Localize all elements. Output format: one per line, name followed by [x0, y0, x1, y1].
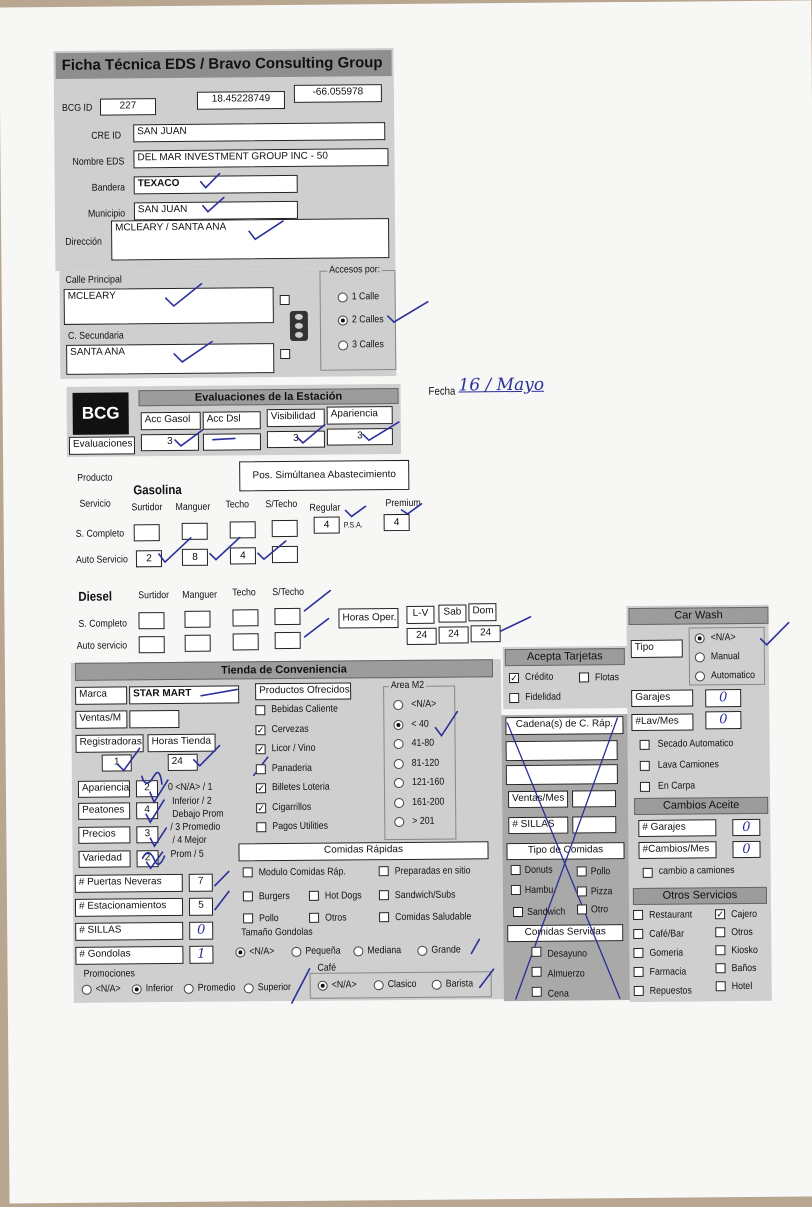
gas-col-techo: Techo	[225, 499, 250, 511]
gas-col-manguer: Manguer	[175, 501, 211, 513]
cafe-option-label: Clasico	[387, 978, 417, 991]
sillas-label: # SILLAS	[75, 922, 183, 941]
producto-label: Licor / Vino	[271, 742, 316, 755]
gondola-size-radio[interactable]	[235, 947, 245, 957]
legend-line-3: Debajo Prom	[172, 808, 224, 821]
scribble-mark	[142, 773, 162, 785]
tipo-comidas-title: Tipo de Comidas	[506, 842, 624, 860]
cw-garajes-value[interactable]: 0	[705, 689, 741, 707]
comida-rapida-label: Preparadas en sitio	[394, 865, 471, 878]
comida-servida-checkbox[interactable]	[532, 987, 542, 997]
check-mark	[174, 342, 212, 362]
estacionamientos-value[interactable]: 5	[189, 898, 213, 916]
diesel-title: Diesel	[78, 588, 113, 604]
otros-servicio-checkbox[interactable]	[634, 967, 644, 977]
otros-servicio-checkbox[interactable]	[716, 963, 726, 973]
producto-label: Panaderia	[271, 762, 312, 774]
cre-id-label: CRE ID	[91, 130, 122, 142]
servicio-label: Servicio	[79, 498, 111, 510]
comida-rapida-label: Sandwich/Subs	[394, 889, 456, 902]
area-title: Area M2	[390, 679, 425, 692]
premium-label: Premium	[385, 497, 421, 510]
area-label: < 40	[411, 718, 429, 730]
gas-as-techo[interactable]: 4	[230, 547, 256, 564]
eval-visibilidad[interactable]: 3	[267, 431, 325, 449]
calle-secundaria-label: C. Secundaria	[67, 330, 124, 342]
fidelidad-label: Fidelidad	[525, 691, 561, 703]
bandera-label: Bandera	[91, 182, 126, 194]
area-label: 121-160	[411, 776, 445, 788]
area-radio[interactable]	[393, 700, 403, 710]
productos-title: Productos Ofrecidos	[255, 682, 351, 700]
check-mark	[304, 591, 330, 611]
area-label: > 201	[412, 815, 435, 827]
dsl-col-techo: Techo	[232, 587, 256, 599]
promo-superior-label: Superior	[257, 981, 292, 994]
tipo-comida-checkbox[interactable]	[511, 865, 521, 875]
fecha-label: Fecha	[428, 385, 456, 398]
otros-servicio-label: Gomeria	[649, 947, 684, 959]
tipo-comida-checkbox[interactable]	[513, 907, 523, 917]
tamano-gondolas-label: Tamaño Gondolas	[241, 926, 313, 939]
bcg-id-field[interactable]: 227	[100, 98, 156, 115]
producto-label: Producto	[77, 472, 113, 484]
area-label: 41-80	[411, 737, 435, 749]
comida-rapida-checkbox[interactable]	[379, 890, 389, 900]
ventas-label: Ventas/M	[75, 710, 127, 728]
check-mark	[435, 712, 457, 736]
check-mark	[363, 422, 399, 440]
gondola-size-label: <N/A>	[249, 946, 275, 958]
comida-rapida-checkbox[interactable]	[243, 913, 253, 923]
producto-label: Cervezas	[271, 723, 309, 735]
comida-rapida-label: Modulo Comidas Ráp.	[258, 866, 346, 879]
area-label: <N/A>	[411, 698, 437, 710]
promo-inferior-label: Inferior	[145, 983, 174, 995]
check-mark	[258, 541, 286, 559]
comida-rapida-label: Hot Dogs	[324, 890, 362, 902]
otros-servicio-label: Repuestos	[649, 985, 692, 997]
otros-servicio-checkbox[interactable]	[633, 948, 643, 958]
acceso-1-calle-label: 1 Calle	[351, 291, 380, 303]
legend-line-5: / 4 Mejor	[172, 834, 207, 847]
producto-label: Pagos Utilities	[272, 820, 329, 833]
municipio-field[interactable]: SAN JUAN	[134, 201, 298, 220]
cw-lav-value[interactable]: 0	[705, 711, 741, 729]
cw-garajes-label: Garajes	[631, 689, 693, 707]
pos-simultanea-label: Pos. Simúltanea Abastecimiento	[239, 460, 409, 491]
gondola-size-label: Grande	[431, 944, 461, 956]
registradoras-label: Registradoras	[75, 734, 143, 753]
municipio-label: Municipio	[87, 208, 126, 220]
eval-apariencia[interactable]: 3	[327, 428, 393, 446]
producto-label: Billetes Loteria	[271, 781, 330, 794]
premium-value[interactable]: 4	[384, 514, 410, 531]
legend-line-4: / 3 Promedio	[170, 821, 221, 834]
cre-id-field[interactable]: SAN JUAN	[133, 122, 385, 142]
carwash-option-checkbox[interactable]	[640, 740, 650, 750]
gas-row-auto-servicio: Auto Servicio	[75, 554, 128, 566]
day-dom: Dom	[468, 603, 496, 621]
regular-label: Regular	[309, 502, 341, 514]
aceite-garajes-value[interactable]: 0	[732, 819, 760, 836]
area-label: 161-200	[412, 796, 445, 808]
area-radio[interactable]	[394, 739, 404, 749]
aceite-garajes-label: # Garajes	[638, 819, 716, 837]
direccion-field[interactable]: MCLEARY / SANTA ANA	[111, 218, 389, 260]
gasolina-title: Gasolina	[133, 481, 182, 498]
producto-checkbox[interactable]	[255, 705, 265, 715]
check-mark	[388, 302, 428, 322]
acceso-2-calles-label: 2 Calles	[351, 314, 384, 326]
carwash-tipo-label: Tipo	[631, 640, 683, 658]
promo-promedio-label: Promedio	[197, 982, 236, 994]
producto-label: Bebidas Caliente	[271, 703, 338, 716]
comida-servida-checkbox[interactable]	[531, 947, 541, 957]
regular-value[interactable]: 4	[314, 517, 340, 534]
marca-field[interactable]: STAR MART	[129, 685, 239, 704]
cadena-ventas-label: Ventas/Mes	[508, 791, 568, 809]
comida-rapida-checkbox[interactable]	[243, 891, 253, 901]
bcg-logo: BCG	[73, 392, 129, 434]
comida-rapida-label: Pollo	[259, 913, 279, 925]
tipo-comida-label: Pollo	[590, 866, 611, 878]
day-lv: L-V	[406, 606, 434, 624]
hours-lv[interactable]: 24	[407, 628, 437, 645]
cafe-option-label: <N/A>	[331, 979, 357, 991]
area-radio[interactable]	[393, 719, 403, 729]
check-mark	[159, 538, 191, 562]
dsl-col-stecho: S/Techo	[272, 586, 305, 599]
carwash-option-label: Secado Automatico	[657, 738, 734, 750]
aceite-cambios-label: #Cambios/Mes	[638, 841, 716, 859]
comida-rapida-checkbox[interactable]	[379, 866, 389, 876]
carwash-tipo-radio[interactable]	[695, 671, 705, 681]
producto-checkbox[interactable]: ✓	[256, 744, 265, 755]
calle-secundaria-field[interactable]: SANTA ANA	[66, 343, 274, 375]
otros-servicio-checkbox[interactable]	[715, 927, 725, 937]
day-sab: Sab	[438, 604, 466, 622]
area-radio[interactable]	[394, 797, 404, 807]
longitude-field[interactable]: -66.055978	[294, 84, 382, 103]
horas-oper-label: Horas Oper.	[338, 608, 398, 629]
tipo-comida-checkbox[interactable]	[511, 885, 521, 895]
promociones-label: Promociones	[83, 968, 135, 980]
comidas-servidas-title: Comidas Servidas	[507, 924, 623, 942]
bandera-field[interactable]: TEXACO	[134, 175, 298, 194]
horas-tienda-label: Horas Tienda	[147, 734, 215, 753]
page-title: Ficha Técnica EDS / Bravo Consulting Group	[56, 50, 392, 79]
estacionamientos-label: # Estacionamientos	[75, 898, 183, 917]
cafe-option-label: Barista	[445, 978, 474, 990]
gondola-size-label: Pequeña	[305, 945, 341, 957]
check-mark	[215, 872, 229, 910]
cadena-sillas-label: # SILLAS	[508, 817, 568, 835]
cw-lav-label: #Lav/Mes	[631, 713, 693, 731]
cafe-radio[interactable]	[432, 980, 442, 990]
tipo-comida-label: Otro	[590, 904, 609, 916]
otros-servicio-label: Hotel	[731, 980, 753, 993]
gas-as-manguer[interactable]: 8	[182, 549, 208, 566]
otros-servicio-label: Restaurant	[649, 909, 693, 921]
flotas-label: Flotas	[594, 672, 620, 684]
eval-acc-gasol[interactable]: 3	[141, 434, 199, 452]
check-mark	[345, 504, 421, 517]
otros-servicio-label: Cajero	[731, 908, 758, 921]
tipo-comida-label: Donuts	[524, 864, 553, 876]
calle-principal-label: Calle Principal	[65, 274, 122, 286]
check-mark	[203, 198, 224, 212]
comidas-rapidas-title: Comidas Rápidas	[238, 841, 488, 861]
comida-servida-checkbox[interactable]	[532, 967, 542, 977]
check-mark	[201, 174, 220, 188]
evaluaciones-row-label: Evaluaciones	[69, 436, 135, 455]
acceso-3-calles-label: 3 Calles	[352, 339, 384, 351]
comida-servida-label: Almuerzo	[547, 968, 585, 980]
check-mark	[175, 430, 203, 446]
tipo-comida-checkbox[interactable]	[577, 886, 587, 896]
otros-servicio-label: Kiosko	[731, 944, 758, 957]
comida-servida-label: Cena	[547, 988, 569, 1000]
carwash-tipo-label: <N/A>	[710, 632, 736, 644]
gas-col-stecho: S/Techo	[265, 498, 298, 511]
rating-apariencia-value[interactable]: 2	[136, 780, 158, 797]
puertas-neveras-label: # Puertas Neveras	[75, 874, 183, 893]
producto-checkbox[interactable]	[256, 822, 266, 832]
tipo-comida-checkbox[interactable]	[577, 904, 587, 914]
comida-rapida-label: Burgers	[258, 890, 290, 903]
promo-na-label: <N/A>	[95, 983, 121, 995]
carwash-option-label: Lava Camiones	[657, 759, 719, 771]
cafe-radio[interactable]	[374, 980, 384, 990]
producto-checkbox[interactable]: ✓	[256, 724, 265, 735]
col-acc-gasol: Acc Gasol	[141, 412, 201, 431]
comida-rapida-checkbox[interactable]	[243, 867, 253, 877]
check-mark	[292, 969, 310, 1003]
check-mark	[118, 748, 140, 770]
carwash-tipo-radio[interactable]	[695, 652, 705, 662]
evaluaciones-title: Evaluaciones de la Estación	[138, 388, 398, 406]
puertas-neveras-value[interactable]: 7	[189, 874, 213, 892]
gas-as-surtidor[interactable]: 2	[136, 550, 162, 567]
rating-variedad-value[interactable]: 2	[137, 850, 159, 867]
otros-servicio-checkbox[interactable]: ✓	[716, 909, 724, 920]
check-mark	[194, 746, 220, 766]
check-mark	[761, 623, 789, 645]
bcg-id-label: BCG ID	[61, 102, 93, 114]
aceite-title: Cambios Aceite	[634, 797, 768, 815]
legend-line-2: Inferior / 2	[172, 795, 212, 808]
gondola-size-radio[interactable]	[291, 947, 301, 957]
otros-servicio-checkbox[interactable]	[716, 981, 726, 991]
dsl-row-s-completo: S. Completo	[78, 618, 128, 630]
otros-servicio-checkbox[interactable]	[633, 910, 643, 920]
gas-col-surtidor: Surtidor	[131, 502, 163, 514]
comida-rapida-checkbox[interactable]	[309, 891, 319, 901]
carwash-option-checkbox[interactable]	[640, 782, 650, 792]
registradoras-field[interactable]: 1	[102, 754, 132, 771]
legend-line-1: 0 <N/A> / 1	[167, 781, 213, 794]
rating-peatones-value[interactable]: 4	[136, 802, 158, 819]
nombre-field[interactable]: DEL MAR INVESTMENT GROUP INC - 50	[133, 148, 388, 168]
hours-sab[interactable]: 24	[439, 626, 469, 643]
credito-label: Crédito	[524, 671, 554, 683]
col-visibilidad: Visibilidad	[267, 409, 325, 428]
otros-servicio-checkbox[interactable]	[634, 986, 644, 996]
comida-rapida-label: Comidas Saludable	[395, 911, 472, 924]
tienda-title: Tienda de Conveniencia	[75, 659, 493, 681]
producto-checkbox[interactable]: ✓	[257, 783, 265, 794]
area-radio[interactable]	[394, 758, 404, 768]
fecha-value: 16 / Mayo	[458, 374, 545, 396]
carwash-tipo-label: Manual	[710, 651, 740, 663]
check-mark	[471, 939, 493, 987]
comida-servida-label: Desayuno	[547, 948, 588, 960]
tipo-comida-label: Sandwich	[527, 906, 566, 918]
check-mark	[304, 619, 328, 637]
rating-precios-value[interactable]: 3	[136, 826, 158, 843]
otros-servicio-label: Farmacia	[649, 966, 687, 978]
legend-line-6: Prom / 5	[170, 848, 204, 861]
check-mark	[297, 425, 325, 443]
cadena-title: Cadena(s) de C. Ráp.	[505, 716, 623, 735]
otros-servicio-checkbox[interactable]	[633, 929, 643, 939]
check-mark	[249, 221, 283, 239]
direccion-label: Dirección	[65, 236, 102, 248]
sillas-value[interactable]: 0	[189, 922, 213, 940]
producto-checkbox[interactable]	[256, 764, 266, 774]
carwash-option-label: En Carpa	[657, 780, 696, 792]
camiones-label: cambio a camiones	[658, 865, 735, 877]
marca-label: Marca	[75, 686, 127, 704]
carwash-tipo-label: Automatico	[710, 669, 756, 682]
carwash-title: Car Wash	[628, 607, 768, 625]
otros-title: Otros Servicios	[633, 887, 767, 905]
strike-mark	[213, 438, 235, 439]
gondola-size-label: Mediana	[367, 945, 402, 957]
hours-dom[interactable]: 24	[471, 625, 501, 642]
comida-rapida-checkbox[interactable]	[309, 913, 319, 923]
gondolas-label: # Gondolas	[75, 946, 183, 965]
area-radio[interactable]	[394, 817, 404, 827]
carwash-option-checkbox[interactable]	[640, 761, 650, 771]
carwash-tipo-radio[interactable]	[695, 633, 705, 643]
gas-row-s-completo: S. Completo	[75, 528, 125, 540]
gondola-size-radio[interactable]	[417, 946, 427, 956]
otros-servicio-label: Otros	[731, 926, 753, 939]
aceite-cambios-value[interactable]: 0	[732, 841, 760, 858]
tipo-comida-checkbox[interactable]	[577, 866, 587, 876]
tipo-comida-label: Hambu.	[524, 884, 556, 896]
rating-apariencia-label: Apariencia	[78, 780, 130, 797]
credito-checkbox[interactable]: ✓	[510, 672, 518, 684]
check-mark	[210, 537, 240, 559]
cafe-label: Café	[317, 962, 337, 974]
rating-variedad-label: Variedad	[79, 850, 131, 867]
otros-servicio-label: Baños	[731, 962, 757, 975]
rating-precios-label: Precios	[78, 826, 130, 843]
check-mark	[146, 780, 169, 868]
area-label: 81-120	[411, 757, 440, 769]
dsl-row-auto-servicio: Auto servicio	[76, 640, 128, 652]
area-radio[interactable]	[394, 778, 404, 788]
check-mark	[500, 617, 530, 631]
check-mark	[201, 689, 237, 695]
producto-checkbox[interactable]: ✓	[257, 802, 265, 813]
latitude-field[interactable]: 18.45228749	[197, 91, 285, 110]
producto-label: Cigarrillos	[272, 801, 312, 813]
col-apariencia: Apariencia	[327, 406, 393, 425]
rating-peatones-label: Peatones	[78, 802, 130, 819]
horas-tienda-field[interactable]: 24	[168, 754, 198, 771]
gondola-size-radio[interactable]	[353, 946, 363, 956]
tarjetas-title: Acepta Tarjetas	[505, 648, 625, 666]
cafe-radio[interactable]	[318, 981, 328, 991]
psa-label: P.S.A.	[343, 520, 363, 530]
check-mark	[166, 284, 202, 306]
gondolas-value[interactable]: 1	[189, 946, 213, 964]
col-acc-dsl: Acc Dsl	[203, 411, 261, 430]
dsl-col-manguer: Manguer	[182, 589, 218, 601]
tipo-comida-label: Pizza	[590, 886, 613, 898]
calle-principal-field[interactable]: MCLEARY	[64, 287, 274, 325]
otros-servicio-label: Café/Bar	[649, 928, 685, 940]
dsl-col-surtidor: Surtidor	[138, 590, 170, 602]
comida-rapida-label: Otros	[325, 912, 347, 924]
accesos-label: Accesos por:	[329, 264, 381, 276]
nombre-label: Nombre EDS	[72, 156, 125, 168]
comida-rapida-checkbox[interactable]	[379, 912, 389, 922]
otros-servicio-checkbox[interactable]	[715, 945, 725, 955]
